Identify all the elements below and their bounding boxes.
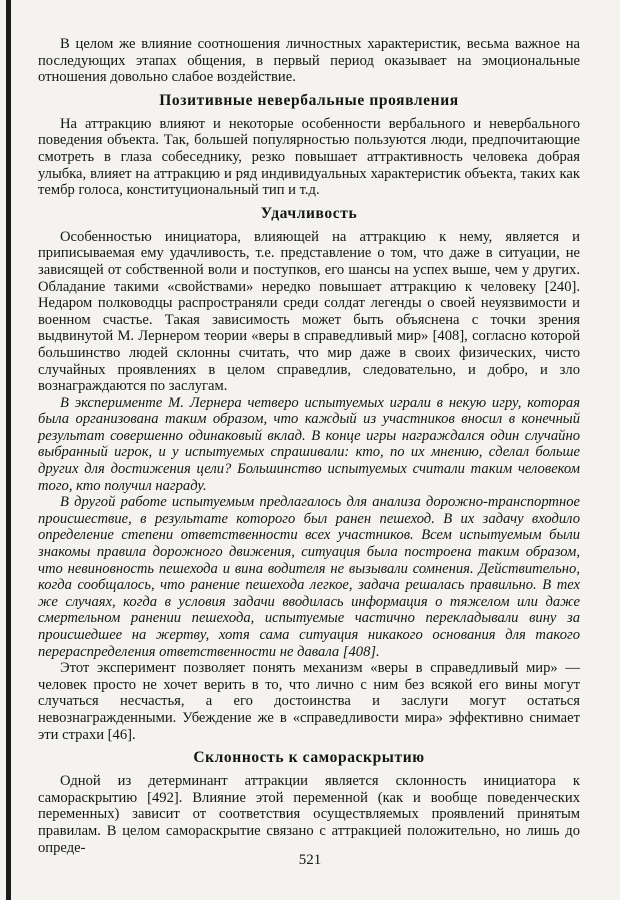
experiment-2-paragraph: В другой работе испытуемым предлагалось для анализа дорожно-транспортное происшествие, в результате которого был ранен пешеход. В их задачу входило определение степени ответственности всех участников. Всем испытуемым были знакомы правила дорожного движения, ситуация была построена таким образом, что невиновность пешехода и вина водителя не вызывали сомнения. Действительно, когда сообщалось, что ранение пешехода легкое, задача решалась правильно. В тех же случаях, когда в условия задачи вводилась информация о тяжелом или даже смертельном ранении пешехода, испытуемые частично перекладывали вину за происшедшее на жертву, хотя сама ситуация никакого основания для такого перераспределения ответственности не давала [408]. [38, 494, 580, 660]
page-binding-edge [6, 0, 11, 900]
section-heading-self-disclosure: Склонность к самораскрытию [193, 749, 425, 767]
page-number: 521 [298, 852, 322, 868]
experiment-1-paragraph: В эксперименте М. Лернера четверо испытуемых играли в некую игру, которая была организована таким образом, что каждый из участников вносил в конечный результат совершенно одинаковый вклад. В конце игры награждался один случайно выбранный игрок, и у испытуемых спрашивали: кто, по их мнению, сделал больше других для достижения цели? Большинство испытуемых считали таким человеком того, кто получил награду. [38, 394, 580, 494]
section-heading-nonverbal: Позитивные невербальные проявления [159, 91, 459, 109]
self-disclosure-paragraph: Одной из детерминант аттракции является склонность инициатора к самораскрытию [492]. Влияние этой переменной (как и вообще поведенческих переменных) зависит от соответствия осуществляемых проявлений принятым правилам. В целом самораскрытие связано с аттракцией положительно, но лишь до опреде- [38, 773, 580, 856]
page-content [38, 36, 580, 856]
conclusion-paragraph: Этот эксперимент позволяет понять механизм «веры в справедливый мир» — человек просто не хочет верить в то, что лично с ним без всякой его вины могут случаться несчастья, а его достоинства и заслуги могут остаться невознагражденными. Убеждение же в «справедливости мира» эффективно снимает эти страхи [46]. [38, 660, 580, 743]
nonverbal-paragraph: На аттракцию влияют и некоторые особенности вербального и невербального поведения объекта. Так, большей популярностью пользуются люди, предпочитающие смотреть в глаза собеседнику, резко повышает аттрактивность человека добрая улыбка, влияет на аттракцию и ряд индивидуальных характеристик объекта, таких как тембр голоса, конституциональный тип и т.д. [38, 115, 580, 199]
luck-paragraph: Особенностью инициатора, влияющей на аттракцию к нему, является и приписываемая ему удачливость, т.е. представление о том, что даже в ситуации, не зависящей от собственной воли и поступков, его шансы на успех выше, чем у других. Обладание такими «свойствами» нередко повышает аттракцию к человеку [240]. Недаром полководцы распространяли среди солдат легенды о своей неуязвимости и военном счастье. Такая зависимость может быть объяснена с точки зрения выдвинутой М. Лернером теории «веры в справедливый мир» [408], согласно которой большинство людей склонны считать, что мир даже в своих физических, чисто случайных проявлениях в целом справедлив, следовательно, и добро, и зло вознаграждаются по заслугам. [38, 228, 580, 395]
intro-paragraph: В целом же влияние соотношения личностных характеристик, весьма важное на последующих этапах общения, в первый период оказывает на эмоциональные отношения довольно слабое воздействие. [38, 36, 580, 86]
section-heading-luck: Удачливость [260, 204, 358, 222]
